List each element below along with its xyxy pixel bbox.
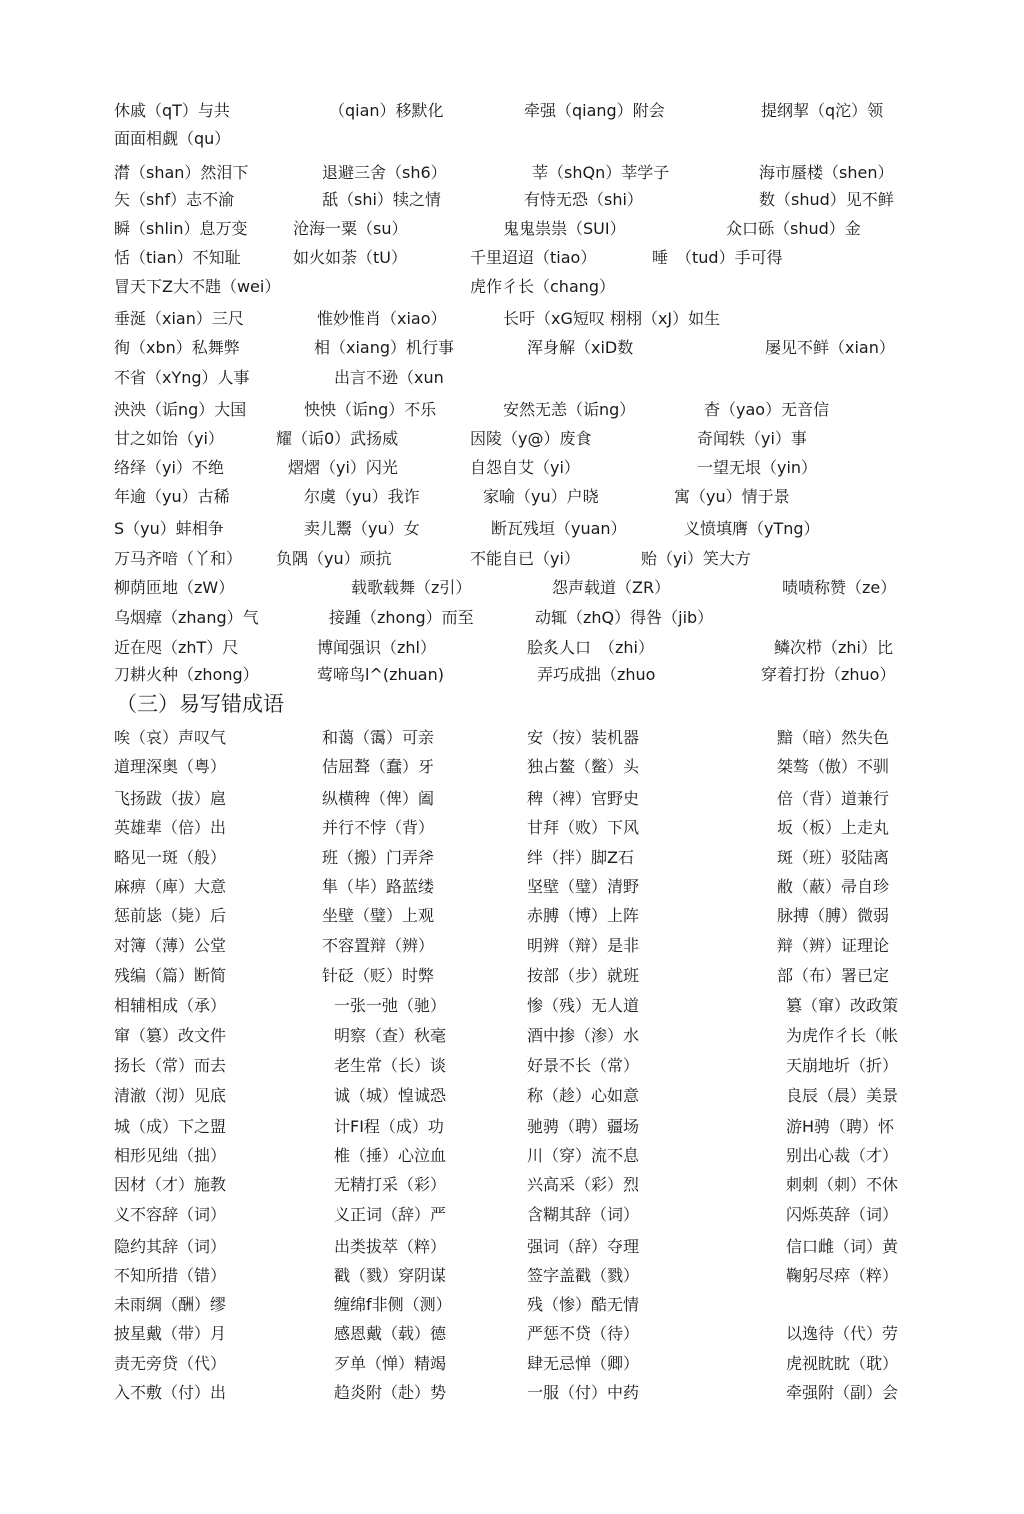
entry-text: 明察（查）秋毫 <box>334 1026 447 1045</box>
entry-text: 不容置辩（辨） <box>322 936 435 955</box>
text-line <box>0 482 1024 512</box>
entry-text: 相（xiang）机行事 <box>314 338 455 357</box>
entry-text: 千里迢迢（tiao） <box>470 248 597 267</box>
entry-text: 纵横稗（俾）阖 <box>322 789 435 808</box>
text-line <box>0 633 1024 663</box>
entry-text: 冒天下Z大不韪（wei） <box>114 277 281 296</box>
entry-text: 略见一斑（般） <box>114 848 227 867</box>
entry-text: 垂涎（xian）三尺 <box>114 309 244 328</box>
entry-text: 安（按）装机器 <box>527 728 640 747</box>
entry-text: 安然无恙（诟ng） <box>503 400 636 419</box>
entry-text: 惨（残）无人道 <box>527 996 640 1015</box>
entry-text: 窜（篡）改文件 <box>114 1026 227 1045</box>
entry-text: 班（搬）门弄斧 <box>322 848 435 867</box>
entry-text: 万马齐喑（丫和） <box>114 549 243 568</box>
entry-text: 众口砾（shud）金 <box>726 219 861 238</box>
entry-text: 稗（裨）官野史 <box>527 789 640 808</box>
entry-text: 披星戴（带）月 <box>114 1324 227 1343</box>
entry-text: 绊（拌）脚Z石 <box>527 848 634 867</box>
entry-text: 牵强（qiang）附会 <box>524 101 665 120</box>
entry-text: 城（成）下之盟 <box>114 1117 227 1136</box>
entry-text: 屡见不鲜（xian） <box>765 338 895 357</box>
entry-text: 黯（暗）然失色 <box>777 728 890 747</box>
entry-text: 天崩地圻（折） <box>786 1056 899 1075</box>
text-line <box>0 272 1024 302</box>
text-line <box>0 544 1024 574</box>
entry-text: 耀（诟0）武扬威 <box>276 429 399 448</box>
entry-text: 桀骜（傲）不驯 <box>777 757 890 776</box>
text-line <box>0 660 1024 690</box>
entry-text: 未雨绸（酬）缪 <box>114 1295 227 1314</box>
entry-text: 不能自已（yi） <box>470 549 580 568</box>
entry-text: 鞠躬尽瘁（粹） <box>786 1266 899 1285</box>
entry-text: 和蔼（霭）可亲 <box>322 728 435 747</box>
text-line <box>0 1319 1024 1349</box>
entry-text: 相辅相成（承） <box>114 996 227 1015</box>
entry-text: 严惩不贷（待） <box>527 1324 640 1343</box>
entry-text: 针砭（贬）时弊 <box>322 966 435 985</box>
text-line <box>0 453 1024 483</box>
text-line <box>0 304 1024 334</box>
entry-text: 弄巧成拙（zhuo <box>537 665 656 684</box>
entry-text: 瞬（shlin）息万变 <box>114 219 248 238</box>
entry-text: 趋炎附（赴）势 <box>334 1383 447 1402</box>
text-line <box>0 752 1024 782</box>
entry-text: 坂（板）上走丸 <box>777 818 890 837</box>
entry-text: 老生常（长）谈 <box>334 1056 447 1075</box>
text-line <box>0 1378 1024 1408</box>
text-line <box>0 961 1024 991</box>
entry-text: 有恃无恐（shi） <box>524 190 643 209</box>
entry-text: 按部（步）就班 <box>527 966 640 985</box>
entry-text: 柳荫匝地（zW） <box>114 578 235 597</box>
text-line <box>0 901 1024 931</box>
entry-text: 甘拜（败）下风 <box>527 818 640 837</box>
entry-text: 闪烁英辞（词） <box>786 1205 899 1224</box>
text-line <box>0 1021 1024 1051</box>
entry-text: 浑身解（xiD数 <box>527 338 634 357</box>
entry-text: 游H骋（聘）怀 <box>786 1117 895 1136</box>
entry-text: 近在咫（zhT）尺 <box>114 638 239 657</box>
entry-text: 一服（付）中药 <box>527 1383 640 1402</box>
entry-text: 强词（辞）夺理 <box>527 1237 640 1256</box>
entry-text: 鳞次栉（zhi）比 <box>774 638 893 657</box>
entry-text: 道理深奥（粤） <box>114 757 227 776</box>
entry-text: 计FI程（成）功 <box>334 1117 444 1136</box>
section-heading: （三）易写错成语 <box>116 692 284 716</box>
entry-text: 牵强附（副）会 <box>786 1383 899 1402</box>
text-line <box>0 158 1024 188</box>
text-line <box>0 214 1024 244</box>
entry-text: 麻痹（庳）大意 <box>114 877 227 896</box>
entry-text: 含糊其辞（词） <box>527 1205 640 1224</box>
text-line <box>0 573 1024 603</box>
entry-text: 斑（班）驳陆离 <box>777 848 890 867</box>
text-line <box>0 96 1024 126</box>
entry-text: 休戚（qT）与共 <box>114 101 230 120</box>
entry-text: 脉搏（膊）微弱 <box>777 906 890 925</box>
entry-text: S（yu）蚌相争 <box>114 519 224 538</box>
entry-text: 诚（城）惶诚恐 <box>334 1086 447 1105</box>
entry-text: 甘之如饴（yi） <box>114 429 224 448</box>
entry-text: 佶屈聱（蠢）牙 <box>322 757 435 776</box>
entry-text: 自怨自艾（yi） <box>470 458 580 477</box>
text-line <box>0 603 1024 633</box>
entry-text: 坐壁（璧）上观 <box>322 906 435 925</box>
entry-text: 一望无垠（yin） <box>697 458 818 477</box>
text-line <box>0 991 1024 1021</box>
entry-text: 一张一弛（驰） <box>334 996 447 1015</box>
entry-text: 怏怏（诟ng）不乐 <box>304 400 437 419</box>
entry-text: 责无旁贷（代） <box>114 1354 227 1373</box>
entry-text: 以逸待（代）劳 <box>786 1324 899 1343</box>
entry-text: 倍（背）道兼行 <box>777 789 890 808</box>
entry-text: 感恩戴（载）德 <box>334 1324 447 1343</box>
entry-text: 刀耕火种（zhong） <box>114 665 259 684</box>
entry-text: 驰骋（聘）疆场 <box>527 1117 640 1136</box>
entry-text: 部（布）署已定 <box>777 966 890 985</box>
entry-text: 杳（yao）无音信 <box>704 400 830 419</box>
text-line <box>0 1051 1024 1081</box>
entry-text: 卖儿鬻（yu）女 <box>304 519 420 538</box>
text-line <box>0 1170 1024 1200</box>
entry-text: 信口雌（词）黄 <box>786 1237 899 1256</box>
text-line <box>0 243 1024 273</box>
entry-text: 签字盖戳（戮） <box>527 1266 640 1285</box>
entry-text: 贻（yi）笑大方 <box>641 549 751 568</box>
entry-text: （qian）移默化 <box>329 101 444 120</box>
entry-text: 乌烟瘴（zhang）气 <box>114 608 259 627</box>
entry-text: 义不容辞（词） <box>114 1205 227 1224</box>
text-line <box>0 395 1024 425</box>
entry-text: 惩前毖（毙）后 <box>114 906 227 925</box>
entry-text: 不知所措（错） <box>114 1266 227 1285</box>
entry-text: 络绎（yi）不绝 <box>114 458 224 477</box>
entry-text: 恬（tian）不知耻 <box>114 248 241 267</box>
text-line <box>0 1081 1024 1111</box>
entry-text: 家喻（yu）户晓 <box>483 487 599 506</box>
entry-text: 别出心裁（才） <box>786 1146 899 1165</box>
text-line <box>0 931 1024 961</box>
entry-text: 数（shud）见不鲜 <box>759 190 894 209</box>
entry-text: 博闻强识（zhl） <box>317 638 436 657</box>
entry-text: 唉（哀）声叹气 <box>114 728 227 747</box>
text-line <box>0 514 1024 544</box>
entry-text: 怨声载道（ZR） <box>552 578 671 597</box>
entry-text: 动辄（zhQ）得咎（jib） <box>535 608 714 627</box>
entry-text: 刺刺（刺）不休 <box>786 1175 899 1194</box>
entry-text: 惟妙惟肖（xiao） <box>317 309 447 328</box>
entry-text: 载歌载舞（z引） <box>351 578 472 597</box>
entry-text: 徇（xbn）私舞弊 <box>114 338 240 357</box>
entry-text: 称（趁）心如意 <box>527 1086 640 1105</box>
text-line <box>0 813 1024 843</box>
text-line <box>0 872 1024 902</box>
entry-text: 断瓦残垣（yuan） <box>491 519 627 538</box>
entry-text: 篡（窜）改政策 <box>786 996 899 1015</box>
entry-text: 奇闻轶（yi）事 <box>697 429 807 448</box>
entry-text: 飞扬跋（拔）扈 <box>114 789 227 808</box>
entry-text: 寓（yu）情于景 <box>674 487 790 506</box>
entry-text: 海市蜃楼（shen） <box>759 163 894 182</box>
text-line <box>0 1232 1024 1262</box>
text-line <box>0 1112 1024 1142</box>
entry-text: 唾 （tud）手可得 <box>652 248 783 267</box>
entry-text: 提纲挈（q沱）领 <box>761 101 884 120</box>
text-line <box>0 784 1024 814</box>
entry-text: 义愤填膺（yTng） <box>684 519 820 538</box>
entry-text: 歹单（惮）精竭 <box>334 1354 447 1373</box>
entry-text: 退避三舍（sh6） <box>322 163 447 182</box>
entry-text: 虎作彳长（chang） <box>470 277 616 296</box>
entry-text: 椎（捶）心泣血 <box>334 1146 447 1165</box>
entry-text: 年逾（yu）古稀 <box>114 487 230 506</box>
text-line <box>0 1349 1024 1379</box>
text-line <box>0 124 1024 154</box>
entry-text: 因材（才）施教 <box>114 1175 227 1194</box>
entry-text: 舐（shi）犊之情 <box>322 190 441 209</box>
entry-text: 鬼鬼祟祟（SUI） <box>503 219 626 238</box>
text-line <box>0 333 1024 363</box>
entry-text: 尔虞（yu）我诈 <box>304 487 420 506</box>
entry-text: 残（惨）酷无情 <box>527 1295 640 1314</box>
text-line <box>0 1261 1024 1291</box>
text-line <box>0 723 1024 753</box>
entry-text: 明辨（辩）是非 <box>527 936 640 955</box>
text-line <box>0 1200 1024 1230</box>
entry-text: 坚壁（璧）清野 <box>527 877 640 896</box>
entry-text: 沧海一粟（su） <box>293 219 408 238</box>
entry-text: 隐约其辞（词） <box>114 1237 227 1256</box>
entry-text: 独占鳌（鳖）头 <box>527 757 640 776</box>
entry-text: 如火如荼（tU） <box>293 248 407 267</box>
entry-text: 矢（shf）志不渝 <box>114 190 235 209</box>
text-line <box>0 1141 1024 1171</box>
entry-text: 出类拔萃（粹） <box>334 1237 447 1256</box>
entry-text: 扬长（常）而去 <box>114 1056 227 1075</box>
entry-text: 英雄辈（倍）出 <box>114 818 227 837</box>
entry-text: 出言不逊（xun <box>334 368 444 387</box>
text-line <box>0 424 1024 454</box>
entry-text: 接踵（zhong）而至 <box>329 608 474 627</box>
entry-text: 敝（蔽）帚自珍 <box>777 877 890 896</box>
entry-text: 熠熠（yi）闪光 <box>288 458 398 477</box>
entry-text: 并行不悖（背） <box>322 818 435 837</box>
entry-text: 相形见绌（拙） <box>114 1146 227 1165</box>
entry-text: 莘（shQn）莘学子 <box>532 163 670 182</box>
text-line <box>0 843 1024 873</box>
entry-text: 无精打采（彩） <box>334 1175 447 1194</box>
entry-text: 泱泱（诟ng）大国 <box>114 400 247 419</box>
entry-text: 穿着打扮（zhuo） <box>761 665 896 684</box>
entry-text: 长吁（xG短叹 栩栩（xJ）如生 <box>503 309 721 328</box>
entry-text: 清澈（沏）见底 <box>114 1086 227 1105</box>
text-line <box>0 363 1024 393</box>
entry-text: 对簿（薄）公堂 <box>114 936 227 955</box>
entry-text: 肆无忌惮（卿） <box>527 1354 640 1373</box>
entry-text: 为虎作彳长（帐 <box>786 1026 899 1045</box>
entry-text: 缠绵f非侧（测） <box>334 1295 452 1314</box>
entry-text: 酒中掺（渗）水 <box>527 1026 640 1045</box>
entry-text: 兴高采（彩）烈 <box>527 1175 640 1194</box>
entry-text: 潸（shan）然泪下 <box>114 163 249 182</box>
entry-text: 虎视眈眈（耽） <box>786 1354 899 1373</box>
entry-text: 入不敷（付）出 <box>114 1383 227 1402</box>
text-line <box>0 185 1024 215</box>
entry-text: 义正词（辞）严 <box>334 1205 447 1224</box>
entry-text: 脍炙人口 （zhi） <box>527 638 654 657</box>
entry-text: 残编（篇）断简 <box>114 966 227 985</box>
entry-text: 隼（毕）路蓝缕 <box>322 877 435 896</box>
entry-text: 戳（戮）穿阴谋 <box>334 1266 447 1285</box>
entry-text: 因陵（y@）废食 <box>470 429 592 448</box>
entry-text: 良辰（晨）美景 <box>786 1086 899 1105</box>
entry-text: 莺啼鸟l^(zhuan) <box>317 665 444 684</box>
entry-text: 辩（辨）证理论 <box>777 936 890 955</box>
entry-text: 负隅（yu）顽抗 <box>276 549 392 568</box>
entry-text: 好景不长（常） <box>527 1056 640 1075</box>
entry-text: 不省（xYng）人事 <box>114 368 250 387</box>
entry-text: 啧啧称赞（ze） <box>782 578 897 597</box>
entry-text: 面面相觑（qu） <box>114 129 231 148</box>
entry-text: 川（穿）流不息 <box>527 1146 640 1165</box>
entry-text: 赤膊（博）上阵 <box>527 906 640 925</box>
text-line <box>0 1290 1024 1320</box>
